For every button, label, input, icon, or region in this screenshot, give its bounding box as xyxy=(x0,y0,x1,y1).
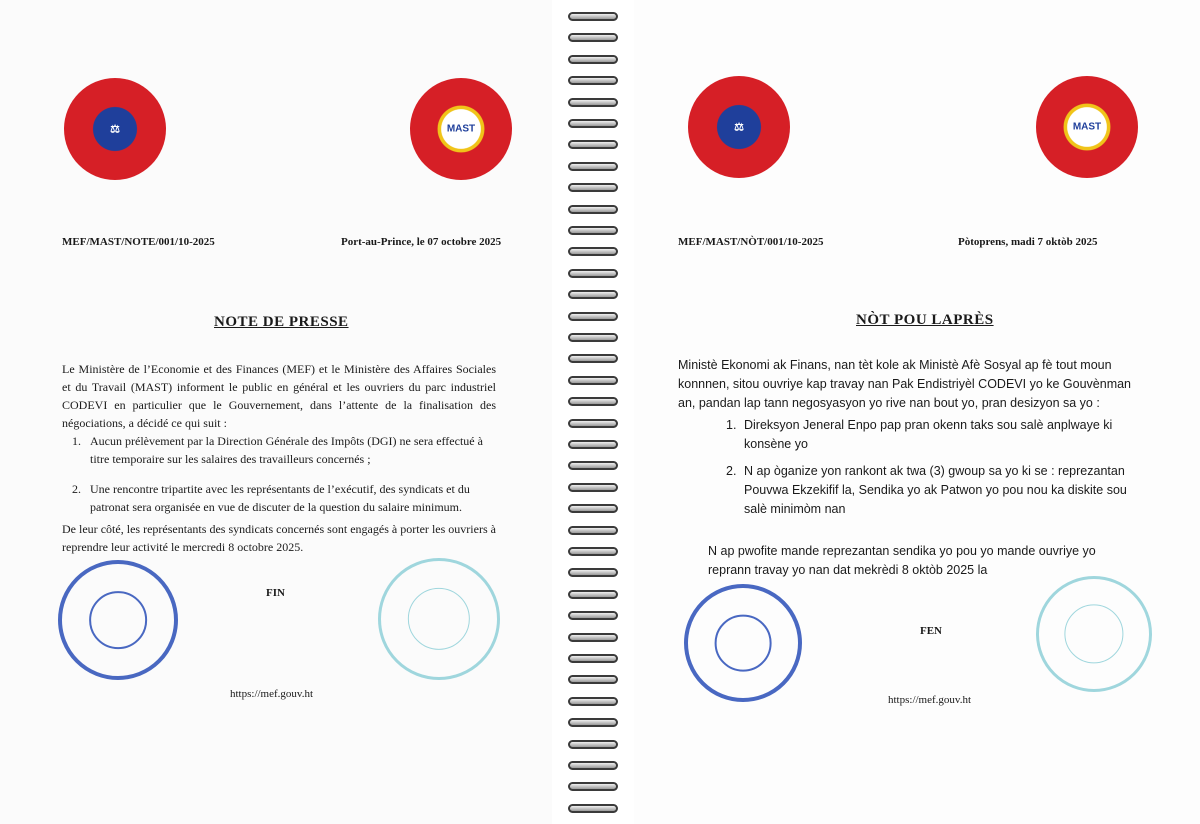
document-reference: MEF/MAST/NÒT/001/10-2025 xyxy=(678,236,824,248)
binding-ring xyxy=(568,33,618,42)
end-marker: FEN xyxy=(920,625,942,637)
binding-ring xyxy=(568,205,618,214)
binding-ring xyxy=(568,376,618,385)
binding-ring xyxy=(568,590,618,599)
website-link: https://mef.gouv.ht xyxy=(888,694,972,706)
binding-ring xyxy=(568,354,618,363)
binding-ring xyxy=(568,98,618,107)
binding-ring xyxy=(568,568,618,577)
binding-ring xyxy=(568,804,618,813)
document-page-french xyxy=(0,0,552,824)
mast-logo xyxy=(1036,76,1138,178)
document-page-creole xyxy=(634,0,1200,824)
binding-ring xyxy=(568,526,618,535)
binding-ring xyxy=(568,162,618,171)
intro-paragraph: Le Ministère de l’Economie et des Finances (MEF) et le Ministère des Affaires Sociales et du Travail (MAST) informent le public en général et les ouvriers du parc industriel CODEVI en particulier que le Gouvernement, dans l’attente de la finalisation des négociations, a décidé ce qui suit : xyxy=(62,362,496,430)
binding-ring xyxy=(568,740,618,749)
binding-ring xyxy=(568,697,618,706)
mef-logo-mark: ⚖ xyxy=(110,123,120,136)
mast-logo-mark: MAST xyxy=(1072,121,1102,133)
mef-stamp-center xyxy=(89,591,147,649)
closing-paragraph: De leur côté, les représentants des syndicats concernés sont engagés à porter les ouvriers à reprendre leur activité le mercredi 8 octobre 2025. xyxy=(62,522,496,554)
list-item-number: 1. xyxy=(72,434,81,448)
binding-ring xyxy=(568,290,618,299)
list-item xyxy=(726,462,1136,519)
binding-ring xyxy=(568,440,618,449)
binding-ring xyxy=(568,611,618,620)
binding-ring xyxy=(568,12,618,21)
list-item-number: 2. xyxy=(72,482,81,496)
binding-ring xyxy=(568,247,618,256)
binding-ring xyxy=(568,461,618,470)
binding-ring xyxy=(568,547,618,556)
mast-logo xyxy=(410,78,512,180)
list-item-text: Une rencontre tripartite avec les représentants de l’exécutif, des syndicats et du patronat sera organisée en vue de discuter de la question du salaire minimum. xyxy=(90,482,470,514)
binding-ring xyxy=(568,483,618,492)
document-date: Pòtoprens, madi 7 oktòb 2025 xyxy=(958,236,1098,248)
binding-ring xyxy=(568,782,618,791)
list-item xyxy=(72,480,496,516)
list-item-number: 1. xyxy=(726,418,737,432)
mef-logo xyxy=(688,76,790,178)
binding-ring xyxy=(568,119,618,128)
mef-logo-mark: ⚖ xyxy=(734,121,744,134)
list-item-text: N ap òganize yon rankont ak twa (3) gwoup sa yo ki se : reprezantan Pouvwa Ekzekifif la, Sendika yo ak Patwon yo pou nou ka diskite sou salè minimòm nan xyxy=(744,464,1127,516)
list-item-text: Aucun prélèvement par la Direction Générale des Impôts (DGI) ne sera effectué à titre temporaire sur les salaires des travailleurs concernés ; xyxy=(90,434,483,466)
mast-stamp-center xyxy=(408,588,470,650)
list-item xyxy=(72,432,496,468)
document-reference: MEF/MAST/NOTE/001/10-2025 xyxy=(62,236,215,248)
binding-ring xyxy=(568,55,618,64)
binding-ring xyxy=(568,226,618,235)
binding-ring xyxy=(568,312,618,321)
mast-stamp-center xyxy=(1064,604,1123,663)
closing-paragraph: N ap pwofite mande reprezantan sendika yo pou yo mande ouvriye yo reprann travay yo nan dat mekrèdi 8 oktòb 2025 la xyxy=(708,544,1096,577)
mast-logo-mark: MAST xyxy=(446,123,476,135)
mast-stamp xyxy=(1036,576,1152,692)
binding-ring xyxy=(568,269,618,278)
website-link: https://mef.gouv.ht xyxy=(230,688,314,700)
binding-ring xyxy=(568,761,618,770)
binding-ring xyxy=(568,333,618,342)
spiral-binding xyxy=(552,0,634,824)
list-item-number: 2. xyxy=(726,464,737,478)
intro-paragraph: Ministè Ekonomi ak Finans, nan tèt kole ak Ministè Afè Sosyal ap fè tout moun konnnen, sitou ouvriye kap travay nan Pak Endistriyèl CODEVI yo ke Gouvènman an, pandan lap tann negosyasyon yo rive nan bout yo, pran desizyon sa yo : xyxy=(678,358,1132,410)
binding-ring xyxy=(568,397,618,406)
binding-ring xyxy=(568,419,618,428)
binding-ring xyxy=(568,675,618,684)
document-title: NOTE DE PRESSE xyxy=(214,314,349,330)
mef-stamp xyxy=(684,584,802,702)
list-item xyxy=(726,416,1136,454)
binding-ring xyxy=(568,140,618,149)
binding-ring xyxy=(568,633,618,642)
document-title: NÒT POU LAPRÈS xyxy=(856,312,994,328)
binding-ring xyxy=(568,654,618,663)
mef-stamp-center xyxy=(715,615,772,672)
document-date: Port-au-Prince, le 07 octobre 2025 xyxy=(341,236,502,248)
mef-logo xyxy=(64,78,166,180)
end-marker: FIN xyxy=(266,587,285,599)
list-item-text: Direksyon Jeneral Enpo pap pran okenn taks sou salè anplwaye ki konsène yo xyxy=(744,418,1113,451)
binding-ring xyxy=(568,504,618,513)
binding-ring xyxy=(568,76,618,85)
mef-stamp xyxy=(58,560,178,680)
binding-ring xyxy=(568,718,618,727)
binding-ring xyxy=(568,183,618,192)
mast-stamp xyxy=(378,558,500,680)
